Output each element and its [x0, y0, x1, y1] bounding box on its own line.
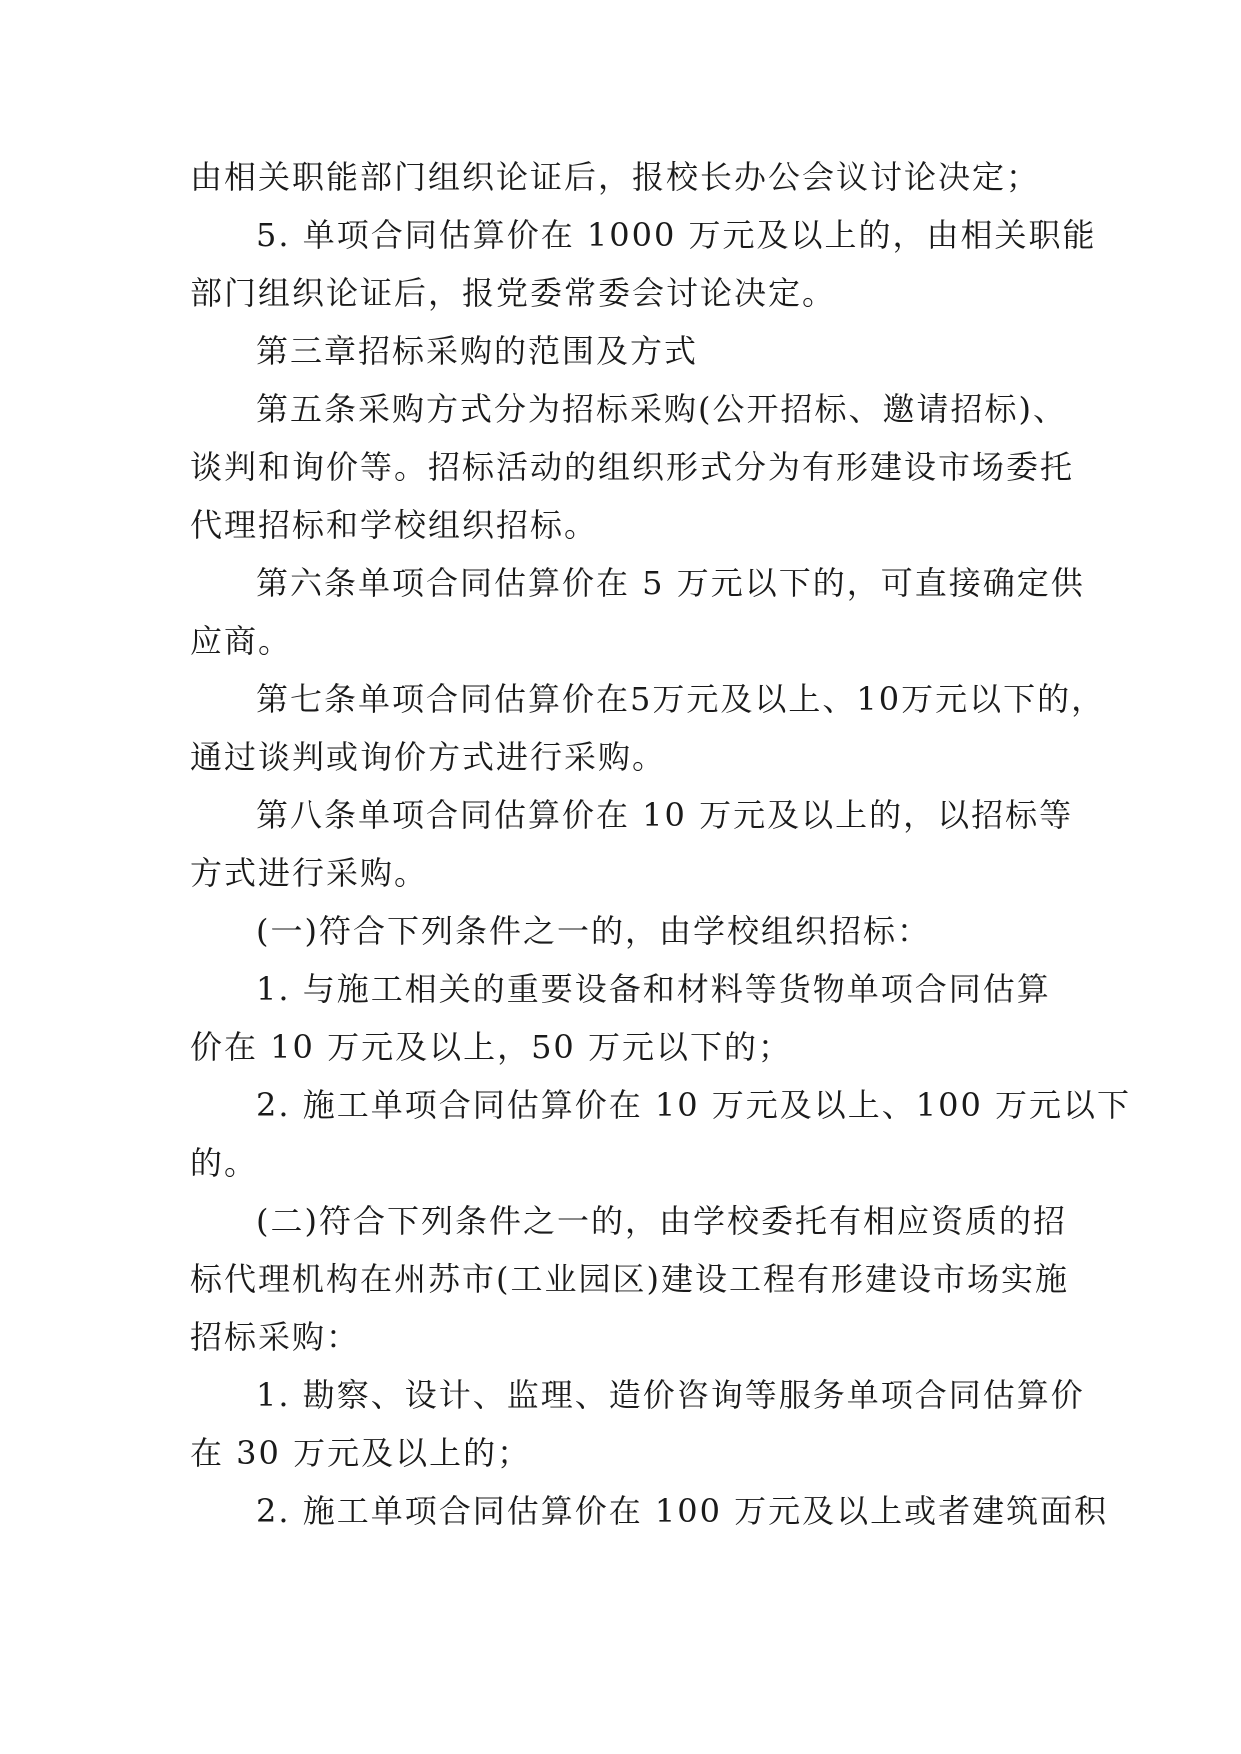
text-line: 第八条单项合同估算价在 10 万元及以上的，以招标等 [256, 796, 1074, 834]
text-line: 第六条单项合同估算价在 5 万元以下的，可直接确定供 [256, 564, 1085, 602]
text-line: (二)符合下列条件之一的，由学校委托有相应资质的招 [256, 1202, 1067, 1240]
text-line: 在 30 万元及以上的； [190, 1434, 532, 1472]
text-line: 方式进行采购。 [190, 854, 429, 892]
text-line: 由相关职能部门组织论证后，报校长办公会议讨论决定； [190, 158, 1041, 196]
text-line: 1. 勘察、设计、监理、造价咨询等服务单项合同估算价 [256, 1376, 1085, 1414]
chapter-heading: 第三章招标采购的范围及方式 [256, 332, 699, 370]
text-line: 招标采购： [190, 1318, 361, 1356]
text-line: (一)符合下列条件之一的，由学校组织招标： [256, 912, 931, 950]
text-line: 5. 单项合同估算价在 1000 万元及以上的，由相关职能 [256, 216, 1097, 254]
text-line: 2. 施工单项合同估算价在 100 万元及以上或者建筑面积 [256, 1492, 1109, 1530]
text-line: 谈判和询价等。招标活动的组织形式分为有形建设市场委托 [190, 448, 1075, 486]
text-line: 1. 与施工相关的重要设备和材料等货物单项合同估算 [256, 970, 1051, 1008]
text-line: 代理招标和学校组织招标。 [190, 506, 599, 544]
text-line: 部门组织论证后，报党委常委会讨论决定。 [190, 274, 837, 312]
text-line: 2. 施工单项合同估算价在 10 万元及以上、100 万元以下 [256, 1086, 1132, 1124]
text-line: 第七条单项合同估算价在5万元及以上、10万元以下的， [256, 680, 1106, 718]
text-line: 应商。 [190, 622, 293, 660]
text-line: 第五条采购方式分为招标采购(公开招标、邀请招标)、 [256, 390, 1067, 428]
text-line: 的。 [190, 1144, 259, 1182]
text-line: 标代理机构在州苏市(工业园区)建设工程有形建设市场实施 [190, 1260, 1069, 1298]
text-line: 价在 10 万元及以上，50 万元以下的； [190, 1028, 792, 1066]
text-line: 通过谈判或询价方式进行采购。 [190, 738, 667, 776]
